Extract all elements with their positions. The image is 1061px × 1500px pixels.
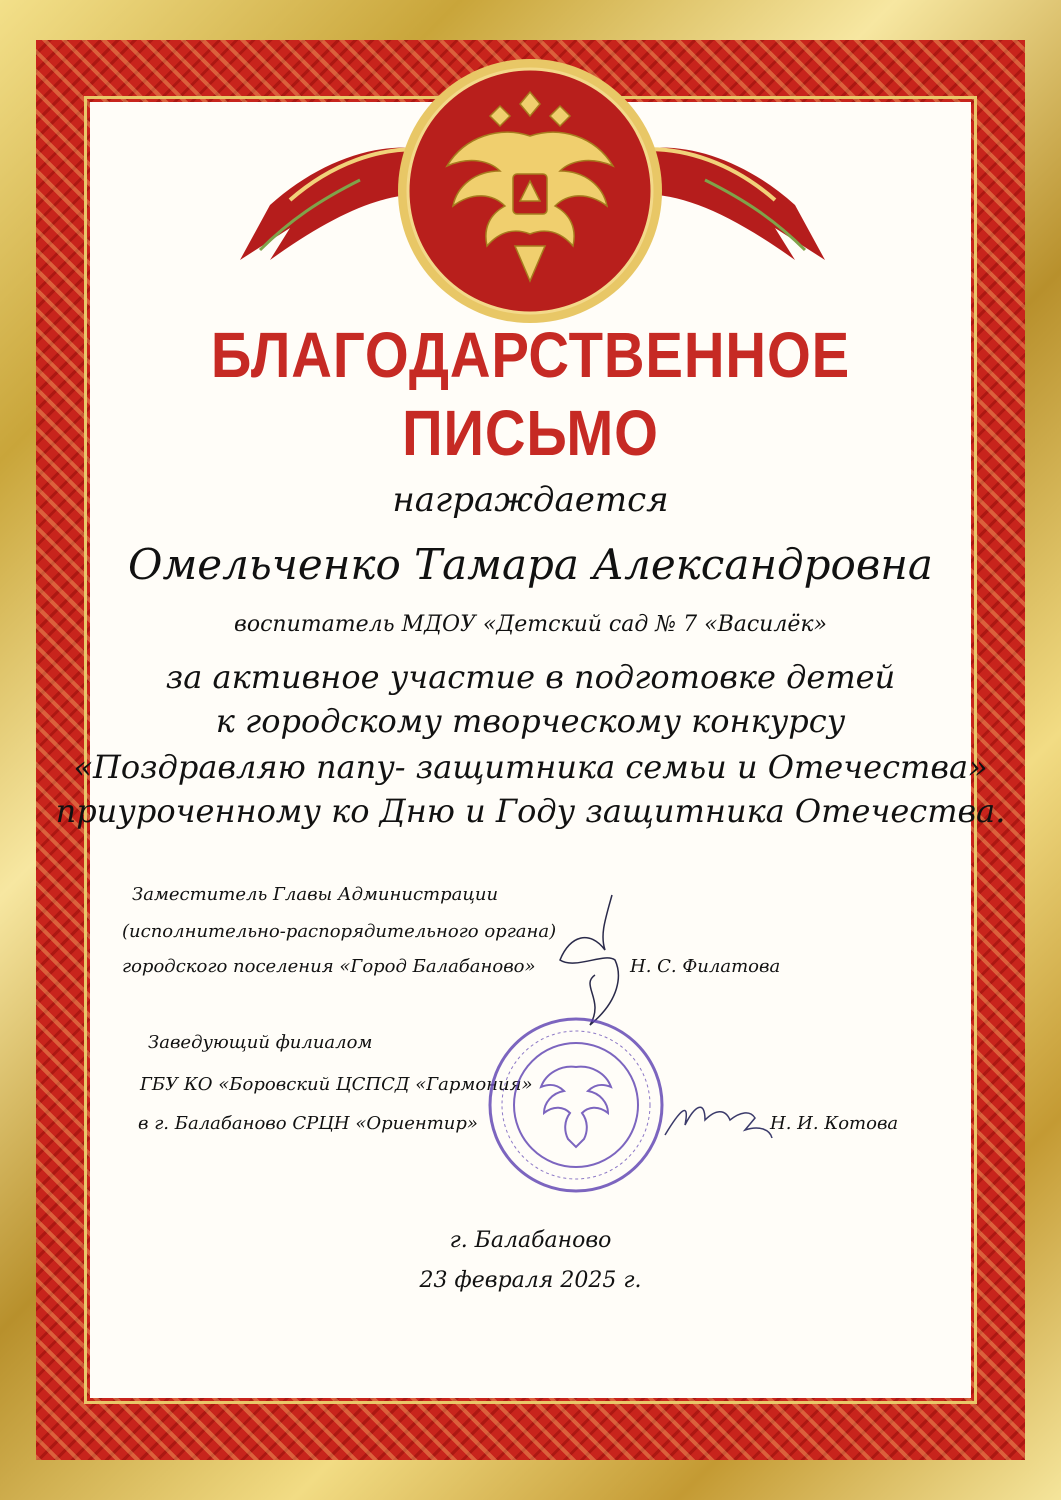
signatory2-name: Н. И. Котова <box>770 1113 899 1134</box>
coat-of-arms-emblem <box>395 56 665 326</box>
signatory2-title-1: Заведующий филиалом <box>148 1032 373 1053</box>
signature-2 <box>660 1090 780 1150</box>
body-line-2: к городскому творческому конкурсу <box>215 702 846 740</box>
place: г. Балабаново <box>449 1228 612 1253</box>
title-line-1: БЛАГОДАРСТВЕННОЕ <box>210 319 851 391</box>
recipient-position: воспитатель МДОУ «Детский сад № 7 «Василёк» <box>234 612 827 637</box>
signatory1-title-1: Заместитель Главы Администрации <box>132 884 499 905</box>
signatory2-title-3: в г. Балабаново СРЦН «Ориентир» <box>138 1113 478 1134</box>
signatory1-title-2: (исполнительно-распорядительного органа) <box>122 921 557 942</box>
date: 23 февраля 2025 г. <box>419 1268 642 1293</box>
signatory1-name: Н. С. Филатова <box>630 956 781 977</box>
title-line-2: ПИСЬМО <box>402 397 659 469</box>
body-line-3: «Поздравляю папу- защитника семьи и Отечества» <box>73 748 988 786</box>
recipient-name: Омельченко Тамара Александровна <box>128 540 933 589</box>
body-line-1: за активное участие в подготовке детей <box>165 658 896 696</box>
signatory2-title-2: ГБУ КО «Боровский ЦСПСД «Гармония» <box>140 1074 533 1095</box>
body-line-4: приуроченному ко Дню и Году защитника Отечества. <box>55 792 1006 830</box>
awarded-caption: награждается <box>392 480 669 520</box>
signatory1-title-3: городского поселения «Город Балабаново» <box>122 956 536 977</box>
official-stamp <box>486 1015 666 1195</box>
